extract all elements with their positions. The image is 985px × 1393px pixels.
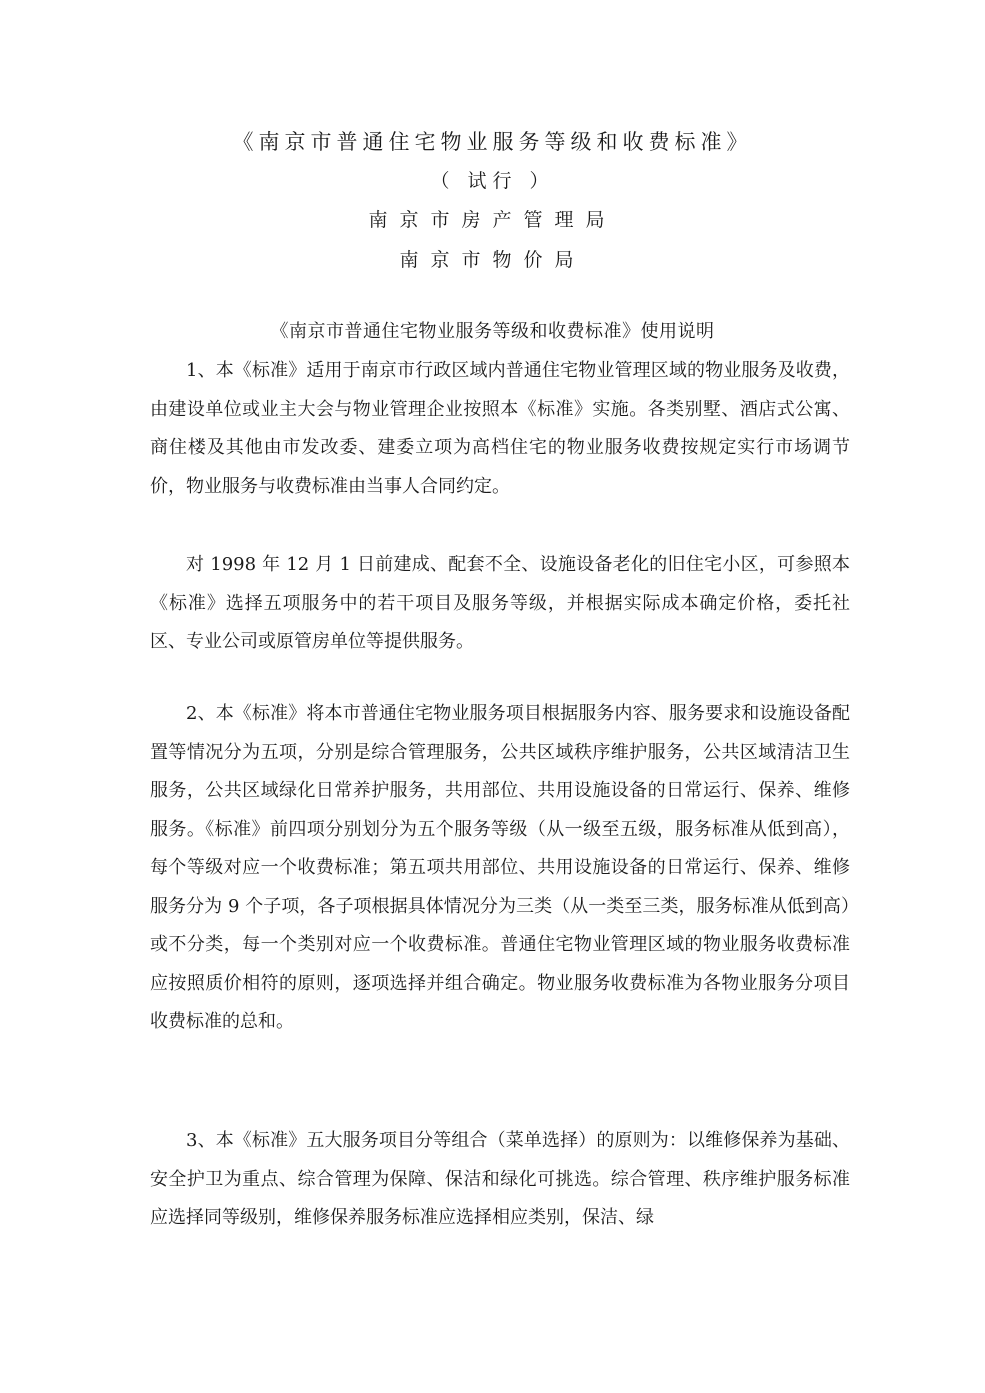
paragraph-1: [150, 352, 850, 506]
paragraph-text: 对 1998 年 12 月 1 日前建成、配套不全、设施设备老化的旧住宅小区，可参照本《标准》选择五项服务中的若干项目及服务等级，并根据实际成本确定价格，委托社区、专业公司或原管房单位等提供服务。: [150, 554, 850, 652]
paragraph-3: [150, 695, 850, 1042]
paragraph-text: 1、本《标准》适用于南京市行政区域内普通住宅物业管理区域的物业服务及收费，由建设单位或业主大会与物业管理企业按照本《标准》实施。各类别墅、酒店式公寓、商住楼及其他由市发改委、建委立项为高档住宅的物业服务收费按规定实行市场调节价，物业服务与收费标准由当事人合同约定。: [150, 360, 850, 497]
paragraph-4: [150, 1122, 850, 1238]
document-title: 《南京市普通住宅物业服务等级和收费标准》: [232, 130, 753, 154]
issuer-price-bureau: 南京市物价局: [399, 249, 586, 271]
paragraph-2: [150, 546, 850, 662]
section-heading: 《南京市普通住宅物业服务等级和收费标准》使用说明: [270, 321, 715, 342]
paragraph-text: 3、本《标准》五大服务项目分等组合（菜单选择）的原则为：以维修保养为基础、安全护卫为重点、综合管理为保障、保洁和绿化可挑选。综合管理、秩序维护服务标准应选择同等级别，维修保养服务标准应选择相应类别，保洁、绿: [150, 1130, 850, 1228]
document-subtitle: （ 试行 ）: [430, 170, 555, 192]
paragraph-text: 2、本《标准》将本市普通住宅物业服务项目根据服务内容、服务要求和设施设备配置等情况分为五项，分别是综合管理服务，公共区域秩序维护服务，公共区域清洁卫生服务，公共区域绿化日常养护服务，共用部位、共用设施设备的日常运行、保养、维修服务。《标准》前四项分别划分为五个服务等级（从一级至五级，服务标准从低到高），每个等级对应一个收费标准；第五项共用部位、共用设施设备的日常运行、保养、维修服务分为 9 个子项，各子项根据具体情况分为三类（从一类至三类，服务标准从低到高）或不分类，每一个类别对应一个收费标准。普通住宅物业管理区域的物业服务收费标准应按照质价相符的原则，逐项选择并组合确定。物业服务收费标准为各物业服务分项目收费标准的总和。: [150, 703, 850, 1032]
issuer-housing-bureau: 南京市房产管理局: [368, 209, 617, 231]
